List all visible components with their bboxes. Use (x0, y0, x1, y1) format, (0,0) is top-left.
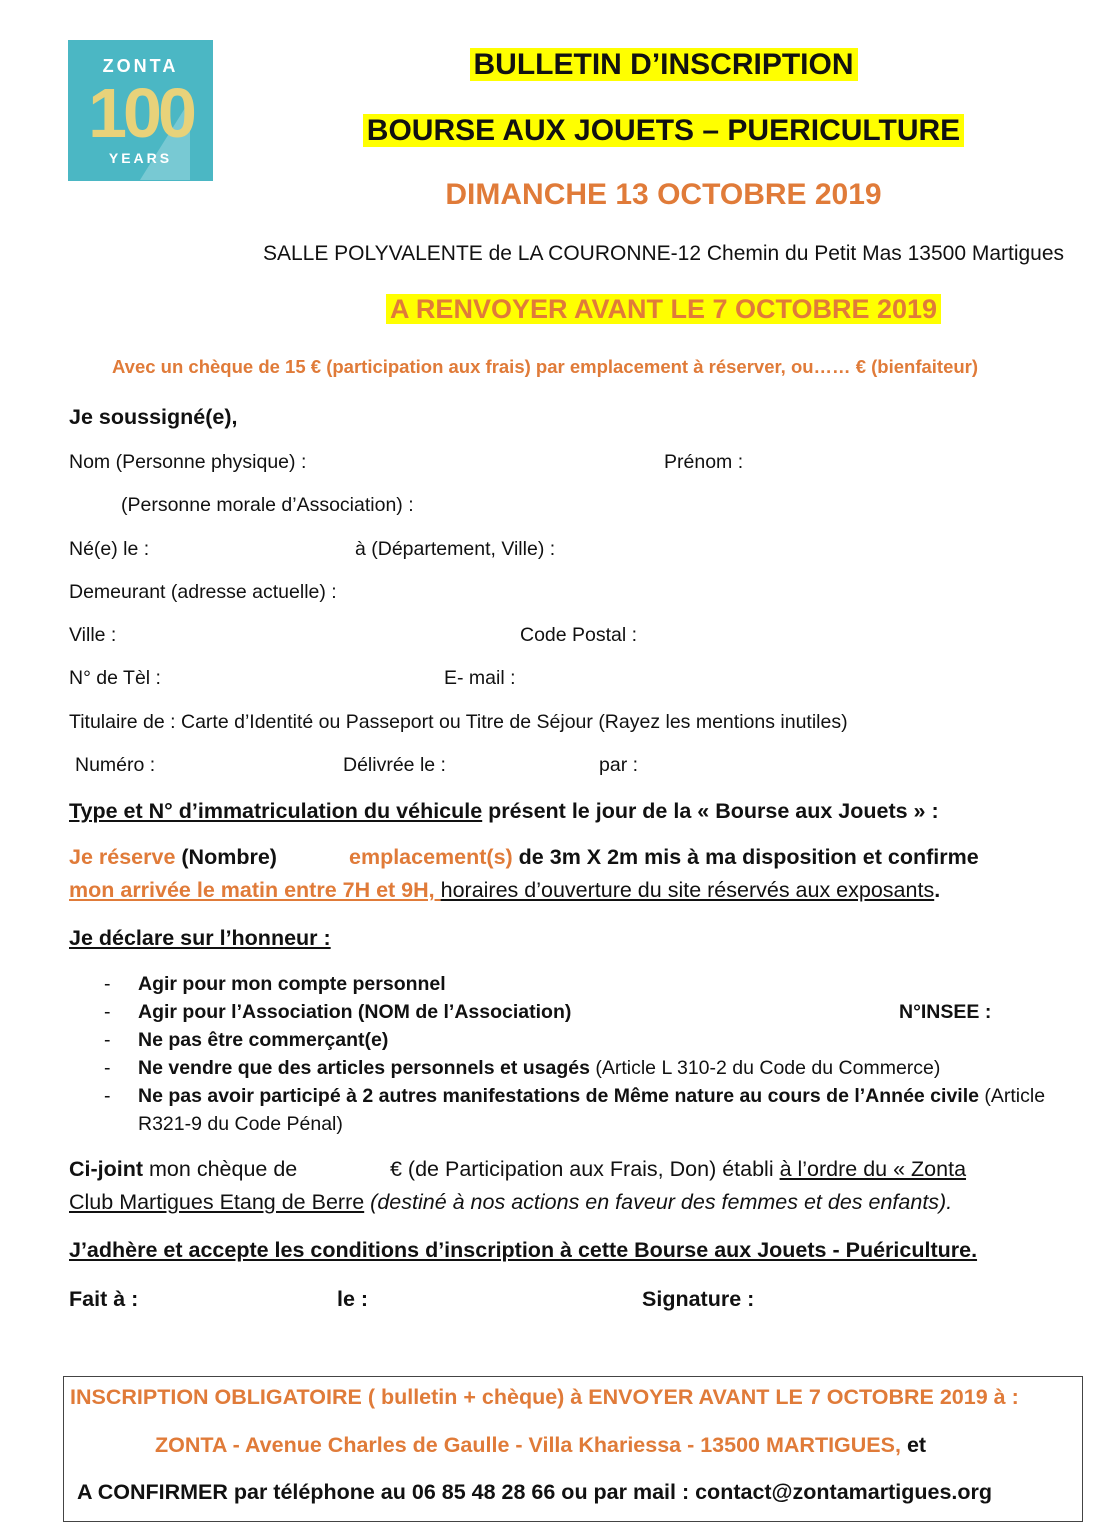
bullet-dash: - (104, 1001, 111, 1023)
field-email-label: E- mail : (444, 667, 516, 689)
bullet-dash: - (104, 1029, 111, 1051)
field-personne-morale-label: (Personne morale d’Association) : (121, 494, 414, 516)
fait-a-label: Fait à : (69, 1287, 139, 1311)
adhesion-statement: J’adhère et accepte les conditions d’inscription à cette Bourse aux Jouets - Puériculture. (69, 1238, 978, 1262)
signature-label: Signature : (642, 1287, 755, 1311)
footer-address: ZONTA - Avenue Charles de Gaulle - Villa Khariessa - 13500 MARTIGUES, (155, 1433, 901, 1457)
logo-years-text: YEARS (108, 150, 173, 166)
footer-line-1: INSCRIPTION OBLIGATOIRE ( bulletin + chèque) à ENVOYER AVANT LE 7 OCTOBRE 2019 à : (70, 1385, 1019, 1409)
field-tel-label: N° de Tèl : (69, 667, 161, 689)
zonta-100-logo (68, 40, 213, 181)
le-label: le : (337, 1287, 369, 1311)
declaration-item-2: Agir pour l’Association (NOM de l’Association) (138, 1001, 572, 1023)
venue-address: SALLE POLYVALENTE de LA COURONNE-12 Chemin du Petit Mas 13500 Martigues (262, 242, 1065, 265)
field-ville-label: Ville : (69, 624, 117, 646)
bullet-dash: - (104, 1085, 111, 1107)
ci-joint: Ci-joint (69, 1157, 144, 1181)
cheque-line-2 (69, 1190, 952, 1215)
cheque-line-1b (390, 1157, 966, 1182)
declaration-item-5 (138, 1085, 1045, 1108)
footer-box (63, 1376, 1083, 1522)
declaration-item-3: Ne pas être commerçant(e) (138, 1029, 389, 1051)
reservation-line-1 (69, 845, 277, 870)
field-prenom-label: Prénom : (664, 451, 744, 473)
insee-label: N°INSEE : (899, 1001, 992, 1023)
horaires-text: horaires d’ouverture du site réservés aux exposants (440, 878, 935, 902)
emplacements-label: emplacement(s) (349, 845, 513, 869)
field-demeurant-label: Demeurant (adresse actuelle) : (69, 581, 337, 603)
declaration-item-4-bold: Ne vendre que des articles personnels et usagés (138, 1057, 590, 1079)
vehicle-rest: présent le jour de la « Bourse aux Jouets » : (482, 799, 939, 823)
footer-line-2 (155, 1433, 926, 1458)
cheque-line-1a (69, 1157, 297, 1182)
field-ne-a-label: à (Département, Ville) : (355, 538, 556, 560)
nombre-label: (Nombre) (175, 845, 277, 869)
intro-soussigne: Je soussigné(e), (69, 405, 238, 429)
declaration-item-5-line2: R321-9 du Code Pénal) (138, 1113, 343, 1135)
declaration-heading: Je déclare sur l’honneur : (69, 926, 331, 950)
cheque-mon-cheque: mon chèque de (143, 1157, 298, 1181)
reservation-line-2 (69, 878, 940, 903)
field-par-label: par : (599, 754, 639, 776)
je-reserve: Je réserve (69, 845, 176, 869)
footer-et: et (900, 1433, 927, 1457)
bullet-dash: - (104, 973, 111, 995)
event-date: DIMANCHE 13 OCTOBRE 2019 (445, 178, 882, 211)
vehicle-line (69, 799, 939, 824)
field-delivree-label: Délivrée le : (343, 754, 446, 776)
arrivee-text: mon arrivée le matin entre 7H et 9H, (69, 878, 441, 902)
reservation-rest: de 3m X 2m mis à ma disposition et confirme (512, 845, 979, 869)
field-nom-label: Nom (Personne physique) : (69, 451, 307, 473)
bullet-dash: - (104, 1057, 111, 1079)
declaration-item-4-normal: (Article L 310-2 du Code du Commerce) (589, 1057, 941, 1079)
vehicle-underlined: Type et N° d’immatriculation du véhicule (69, 799, 483, 823)
footer-line-3: A CONFIRMER par téléphone au 06 85 48 28 66 ou par mail : contact@zontamartigues.org (77, 1480, 993, 1504)
cheque-club: Club Martigues Etang de Berre (69, 1190, 365, 1214)
cheque-participation: € (de Participation aux Frais, Don) établi (390, 1157, 780, 1181)
field-titulaire-label: Titulaire de : Carte d’Identité ou Passeport ou Titre de Séjour (Rayez les mentions inutiles) (69, 711, 848, 733)
cheque-note: Avec un chèque de 15 € (participation aux frais) par emplacement à réserver, ou…… € (bienfaiteur) (112, 356, 979, 377)
declaration-item-1: Agir pour mon compte personnel (138, 973, 446, 995)
declaration-item-5-normal: (Article (978, 1085, 1046, 1107)
deadline-banner: A RENVOYER AVANT LE 7 OCTOBRE 2019 (386, 294, 941, 324)
declaration-item-5-bold: Ne pas avoir participé à 2 autres manifestations de Même nature au cours de l’Année civile (138, 1085, 979, 1107)
declaration-item-4 (138, 1057, 940, 1080)
logo-zonta-text: ZONTA (102, 56, 179, 76)
field-code-postal-label: Code Postal : (520, 624, 638, 646)
title-bourse: BOURSE AUX JOUETS – PUERICULTURE (363, 114, 964, 147)
title-bulletin: BULLETIN D’INSCRIPTION (470, 48, 858, 81)
field-ne-le-label: Né(e) le : (69, 538, 150, 560)
reservation-period: . (934, 878, 941, 902)
logo-100-text: 100 (88, 74, 193, 152)
field-numero-label: Numéro : (75, 754, 156, 776)
cheque-ordre: à l’ordre du « Zonta (779, 1157, 967, 1181)
cheque-destine: (destiné à nos actions en faveur des femmes et des enfants). (364, 1190, 953, 1214)
